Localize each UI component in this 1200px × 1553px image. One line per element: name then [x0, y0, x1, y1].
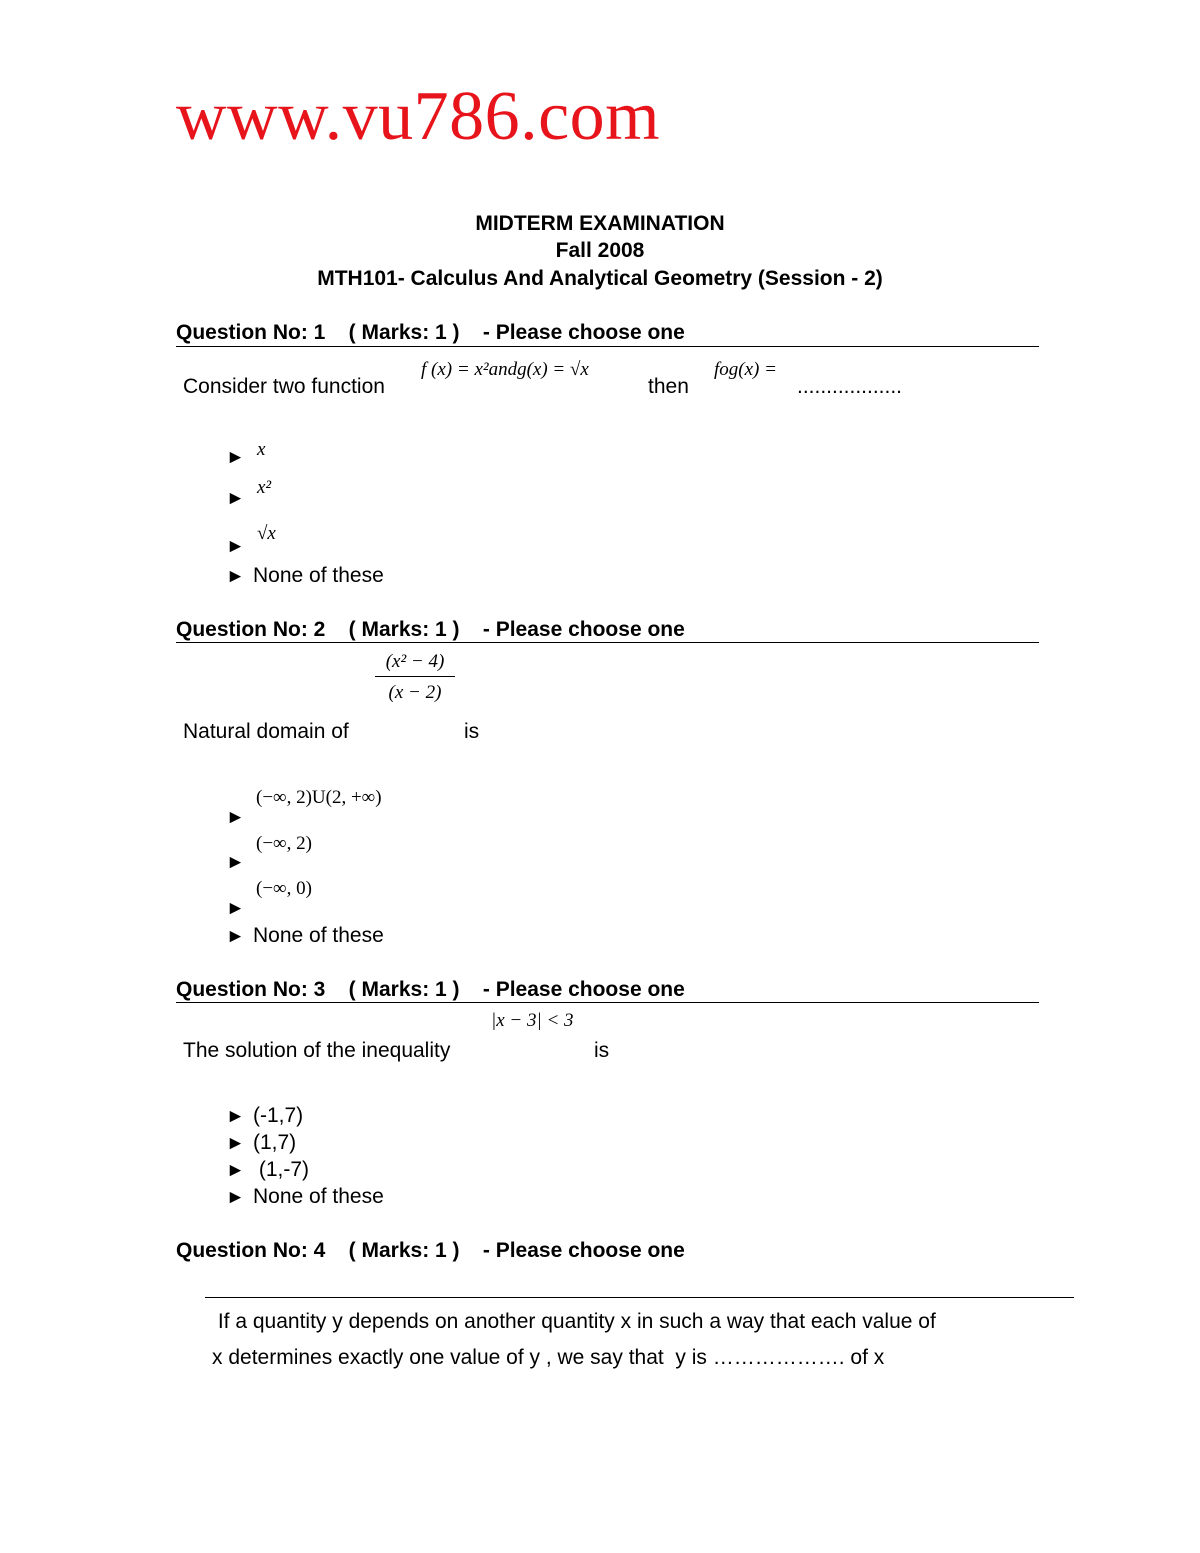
formula: f (x) = x²andg(x) = √x: [421, 359, 589, 380]
question-text: is: [464, 720, 480, 743]
question-heading: Question No: 3 ( Marks: 1 ) - Please choose one: [176, 978, 685, 1001]
option-bullet-icon: ►: [226, 1133, 245, 1154]
option-label[interactable]: None of these: [253, 924, 384, 947]
site-watermark: www.vu786.com: [176, 78, 661, 155]
answer-blank: ..................: [797, 375, 903, 398]
fraction-numerator: (x² − 4): [385, 651, 445, 672]
option-label[interactable]: (−∞, 2)U(2, +∞): [256, 787, 382, 808]
fraction: [375, 652, 455, 702]
question-text: is: [594, 1039, 610, 1062]
question-heading: Question No: 1 ( Marks: 1 ) - Please choose one: [176, 321, 685, 344]
option-bullet-icon: ►: [226, 488, 245, 509]
option-bullet-icon: ►: [226, 807, 245, 828]
option-label[interactable]: None of these: [253, 564, 384, 587]
option-label[interactable]: (−∞, 0): [256, 878, 312, 899]
question-text: x determines exactly one value of y , we say that y is ………………. of x: [212, 1346, 885, 1369]
option-bullet-icon: ►: [226, 1187, 245, 1208]
exam-term: Fall 2008: [555, 239, 645, 262]
option-bullet-icon: ►: [226, 898, 245, 919]
fraction-denominator: (x − 2): [375, 676, 455, 702]
option-label[interactable]: (1,7): [253, 1131, 297, 1154]
option-bullet-icon: ►: [226, 852, 245, 873]
question-text: If a quantity y depends on another quantity x in such a way that each value of: [212, 1310, 936, 1333]
option-bullet-icon: ►: [226, 447, 245, 468]
question-text: The solution of the inequality: [183, 1039, 451, 1062]
question-text: Consider two function: [183, 375, 385, 398]
option-label[interactable]: x²: [257, 477, 272, 498]
exam-title: MIDTERM EXAMINATION: [475, 212, 725, 235]
option-bullet-icon: ►: [226, 566, 245, 587]
divider: [205, 1297, 1074, 1298]
divider: [176, 642, 1039, 643]
question-text: then: [648, 375, 689, 398]
option-bullet-icon: ►: [226, 1160, 245, 1181]
option-label[interactable]: (−∞, 2): [256, 833, 312, 854]
option-label[interactable]: (-1,7): [253, 1104, 304, 1127]
option-bullet-icon: ►: [226, 536, 245, 557]
divider: [176, 346, 1039, 347]
option-bullet-icon: ►: [226, 926, 245, 947]
formula: fog(x) =: [714, 359, 777, 380]
option-label[interactable]: None of these: [253, 1185, 384, 1208]
option-label[interactable]: (1,-7): [253, 1158, 310, 1181]
course-title: MTH101- Calculus And Analytical Geometry (Session - 2): [317, 267, 883, 290]
option-bullet-icon: ►: [226, 1106, 245, 1127]
formula: |x − 3| < 3: [491, 1010, 574, 1031]
question-heading: Question No: 2 ( Marks: 1 ) - Please choose one: [176, 618, 685, 641]
option-label[interactable]: x: [257, 439, 266, 460]
question-heading: Question No: 4 ( Marks: 1 ) - Please choose one: [176, 1239, 685, 1262]
divider: [176, 1002, 1039, 1003]
option-label[interactable]: √x: [257, 523, 276, 544]
question-text: Natural domain of: [183, 720, 349, 743]
